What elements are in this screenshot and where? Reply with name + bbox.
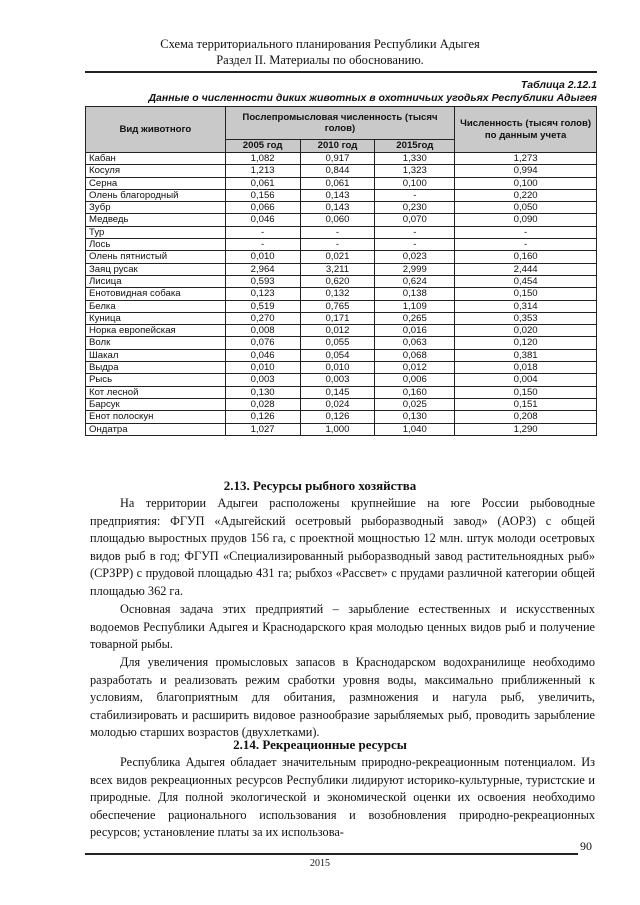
value-2010-cell: 0,126: [300, 411, 375, 423]
table-row: [86, 165, 597, 177]
value-2005-cell: 1,082: [225, 153, 300, 165]
value-2005-cell: 0,061: [225, 177, 300, 189]
table-row: [86, 288, 597, 300]
value-2015-cell: 0,006: [375, 374, 455, 386]
paragraph: На территории Адыгеи расположены крупнейшие на юге России рыбоводные предприятия: ФГУП «Адыгейский осетровый рыборазводный завод» (АОРЗ) с общей площадью выростных прудов 156 га, с проектной мощностью 12 млн. штук молоди осетровых видов рыб в год; ФГУП «Специализированный рыборазводный завод растительноядных рыб» (СРЗРР) с прудовой площадью 431 га; рыбхоз «Рассвет» с прудами различной категории общей площадью 362 га.: [90, 496, 595, 598]
paragraph: Основная задача этих предприятий – зарыбление естественных и искусственных водоемов Республики Адыгея и Краснодарского края молодью ценных видов рыб и получение товарной рыбы.: [90, 602, 595, 652]
count-cell: 0,220: [455, 189, 597, 201]
table-row: [86, 362, 597, 374]
value-2005-cell: 0,003: [225, 374, 300, 386]
wildlife-table: [85, 106, 597, 436]
table-row: [86, 411, 597, 423]
table-row: [86, 398, 597, 410]
footer-rule: [85, 853, 578, 855]
value-2015-cell: 0,016: [375, 325, 455, 337]
table-row: [86, 226, 597, 238]
table-number: Таблица 2.12.1: [520, 79, 597, 91]
value-2005-cell: 0,593: [225, 275, 300, 287]
value-2010-cell: 0,010: [300, 362, 375, 374]
value-2015-cell: 0,025: [375, 398, 455, 410]
table-row: [86, 202, 597, 214]
species-cell: Ондатра: [86, 423, 226, 435]
value-2005-cell: 2,964: [225, 263, 300, 275]
col-count-header: Численность (тысяч голов) по данным учета: [455, 107, 597, 153]
table-row: [86, 325, 597, 337]
species-cell: Серна: [86, 177, 226, 189]
count-cell: 0,150: [455, 386, 597, 398]
value-2005-cell: 0,010: [225, 251, 300, 263]
value-2015-cell: 0,624: [375, 275, 455, 287]
col-species-header: Вид животного: [86, 107, 226, 153]
value-2015-cell: 0,070: [375, 214, 455, 226]
count-cell: 0,381: [455, 349, 597, 361]
species-cell: Енот полоскун: [86, 411, 226, 423]
table-row: [86, 251, 597, 263]
count-cell: 0,020: [455, 325, 597, 337]
species-cell: Шакал: [86, 349, 226, 361]
count-cell: 0,018: [455, 362, 597, 374]
species-cell: Кот лесной: [86, 386, 226, 398]
running-header-section: Раздел II. Материалы по обоснованию.: [216, 53, 424, 67]
species-cell: Волк: [86, 337, 226, 349]
table-row: [86, 153, 597, 165]
value-2010-cell: 0,143: [300, 189, 375, 201]
value-2005-cell: 0,076: [225, 337, 300, 349]
value-2015-cell: -: [375, 226, 455, 238]
value-2010-cell: 0,012: [300, 325, 375, 337]
value-2010-cell: 0,055: [300, 337, 375, 349]
table-title: Данные о численности диких животных в охотничьих угодьях Республики Адыгея: [148, 92, 597, 104]
value-2005-cell: 0,008: [225, 325, 300, 337]
value-2015-cell: 0,230: [375, 202, 455, 214]
col-postharvest-header: Послепромысловая численность (тысяч голов): [225, 107, 455, 140]
value-2005-cell: -: [225, 226, 300, 238]
value-2005-cell: 0,066: [225, 202, 300, 214]
species-cell: Кабан: [86, 153, 226, 165]
species-cell: Енотовидная собака: [86, 288, 226, 300]
section-heading-recreation: 2.14. Рекреационные ресурсы: [233, 737, 407, 752]
count-cell: 0,994: [455, 165, 597, 177]
paragraph: Для увеличения промысловых запасов в Краснодарском водохранилище необходимо разработать и реализовать режим сработки уровня воды, максимально приближенный к условиям, благоприятным для обитания, размножения и нагула рыб, увеличить, стабилизировать и расширить видовое разнообразие зарыбляемых рыб, проводить зарыбление молодью старших возрастов (двухлетками).: [90, 655, 595, 740]
table-row: [86, 275, 597, 287]
value-2010-cell: 0,145: [300, 386, 375, 398]
page-number: 90: [580, 839, 592, 853]
table-row: [86, 214, 597, 226]
section-heading-fish: 2.13. Ресурсы рыбного хозяйства: [223, 478, 417, 493]
value-2015-cell: 1,040: [375, 423, 455, 435]
species-cell: Лось: [86, 239, 226, 251]
value-2010-cell: 0,132: [300, 288, 375, 300]
value-2010-cell: 0,003: [300, 374, 375, 386]
count-cell: 0,090: [455, 214, 597, 226]
table-row: [86, 312, 597, 324]
header-rule: [85, 71, 597, 73]
value-2010-cell: 3,211: [300, 263, 375, 275]
count-cell: -: [455, 226, 597, 238]
value-2015-cell: 0,063: [375, 337, 455, 349]
count-cell: 1,273: [455, 153, 597, 165]
value-2015-cell: 0,265: [375, 312, 455, 324]
count-cell: 2,444: [455, 263, 597, 275]
species-cell: Белка: [86, 300, 226, 312]
count-cell: 1,290: [455, 423, 597, 435]
value-2005-cell: 0,028: [225, 398, 300, 410]
value-2005-cell: 0,046: [225, 214, 300, 226]
table-row: [86, 386, 597, 398]
value-2010-cell: 0,143: [300, 202, 375, 214]
count-cell: 0,160: [455, 251, 597, 263]
species-cell: Заяц русак: [86, 263, 226, 275]
species-cell: Олень пятнистый: [86, 251, 226, 263]
value-2005-cell: 0,046: [225, 349, 300, 361]
table-row: [86, 263, 597, 275]
value-2015-cell: 0,138: [375, 288, 455, 300]
count-cell: 0,004: [455, 374, 597, 386]
value-2010-cell: 0,620: [300, 275, 375, 287]
count-cell: 0,150: [455, 288, 597, 300]
footer-year: 2015: [310, 858, 330, 869]
species-cell: Олень благородный: [86, 189, 226, 201]
table-body: [86, 153, 597, 436]
value-2005-cell: 0,519: [225, 300, 300, 312]
value-2015-cell: 0,068: [375, 349, 455, 361]
col-year-2005: 2005 год: [225, 140, 300, 153]
value-2015-cell: 0,100: [375, 177, 455, 189]
table-row: [86, 423, 597, 435]
species-cell: Выдра: [86, 362, 226, 374]
species-cell: Зубр: [86, 202, 226, 214]
value-2005-cell: 0,126: [225, 411, 300, 423]
species-cell: Косуля: [86, 165, 226, 177]
table-row: [86, 239, 597, 251]
value-2015-cell: 0,160: [375, 386, 455, 398]
table-row: [86, 374, 597, 386]
value-2010-cell: -: [300, 239, 375, 251]
value-2005-cell: 1,027: [225, 423, 300, 435]
table-row: [86, 349, 597, 361]
value-2015-cell: 1,323: [375, 165, 455, 177]
count-cell: 0,050: [455, 202, 597, 214]
value-2015-cell: 0,023: [375, 251, 455, 263]
value-2010-cell: -: [300, 226, 375, 238]
count-cell: 0,120: [455, 337, 597, 349]
count-cell: -: [455, 239, 597, 251]
species-cell: Медведь: [86, 214, 226, 226]
species-cell: Тур: [86, 226, 226, 238]
value-2010-cell: 0,024: [300, 398, 375, 410]
count-cell: 0,454: [455, 275, 597, 287]
species-cell: Куница: [86, 312, 226, 324]
value-2005-cell: -: [225, 239, 300, 251]
value-2010-cell: 0,765: [300, 300, 375, 312]
count-cell: 0,208: [455, 411, 597, 423]
value-2010-cell: 0,844: [300, 165, 375, 177]
value-2010-cell: 0,021: [300, 251, 375, 263]
count-cell: 0,353: [455, 312, 597, 324]
value-2015-cell: -: [375, 239, 455, 251]
count-cell: 0,314: [455, 300, 597, 312]
value-2010-cell: 0,171: [300, 312, 375, 324]
value-2015-cell: 2,999: [375, 263, 455, 275]
table-row: [86, 189, 597, 201]
value-2005-cell: 0,123: [225, 288, 300, 300]
species-cell: Рысь: [86, 374, 226, 386]
table-row: [86, 300, 597, 312]
species-cell: Барсук: [86, 398, 226, 410]
value-2010-cell: 0,061: [300, 177, 375, 189]
value-2005-cell: 1,213: [225, 165, 300, 177]
value-2005-cell: 0,156: [225, 189, 300, 201]
value-2010-cell: 0,917: [300, 153, 375, 165]
value-2015-cell: 0,012: [375, 362, 455, 374]
value-2015-cell: 1,109: [375, 300, 455, 312]
value-2015-cell: 0,130: [375, 411, 455, 423]
col-year-2010: 2010 год: [300, 140, 375, 153]
value-2005-cell: 0,270: [225, 312, 300, 324]
species-cell: Лисица: [86, 275, 226, 287]
table-row: [86, 337, 597, 349]
count-cell: 0,100: [455, 177, 597, 189]
value-2005-cell: 0,010: [225, 362, 300, 374]
count-cell: 0,151: [455, 398, 597, 410]
value-2005-cell: 0,130: [225, 386, 300, 398]
paragraph: Республика Адыгея обладает значительным природно-рекреационным потенциалом. Из всех видов рекреационных ресурсов Республики лидируют историко-культурные, туристские и природные. Для полной экологической и экономической оценки их освоения необходимо обеспечение рационального использования и возобновления природно-рекреационных ресурсов; установление платы за их использова-: [90, 755, 595, 840]
value-2010-cell: 0,054: [300, 349, 375, 361]
running-header-title: Схема территориального планирования Республики Адыгея: [160, 37, 480, 51]
value-2015-cell: -: [375, 189, 455, 201]
value-2010-cell: 1,000: [300, 423, 375, 435]
species-cell: Норка европейская: [86, 325, 226, 337]
value-2010-cell: 0,060: [300, 214, 375, 226]
table-row: [86, 177, 597, 189]
value-2015-cell: 1,330: [375, 153, 455, 165]
col-year-2015: 2015год: [375, 140, 455, 153]
